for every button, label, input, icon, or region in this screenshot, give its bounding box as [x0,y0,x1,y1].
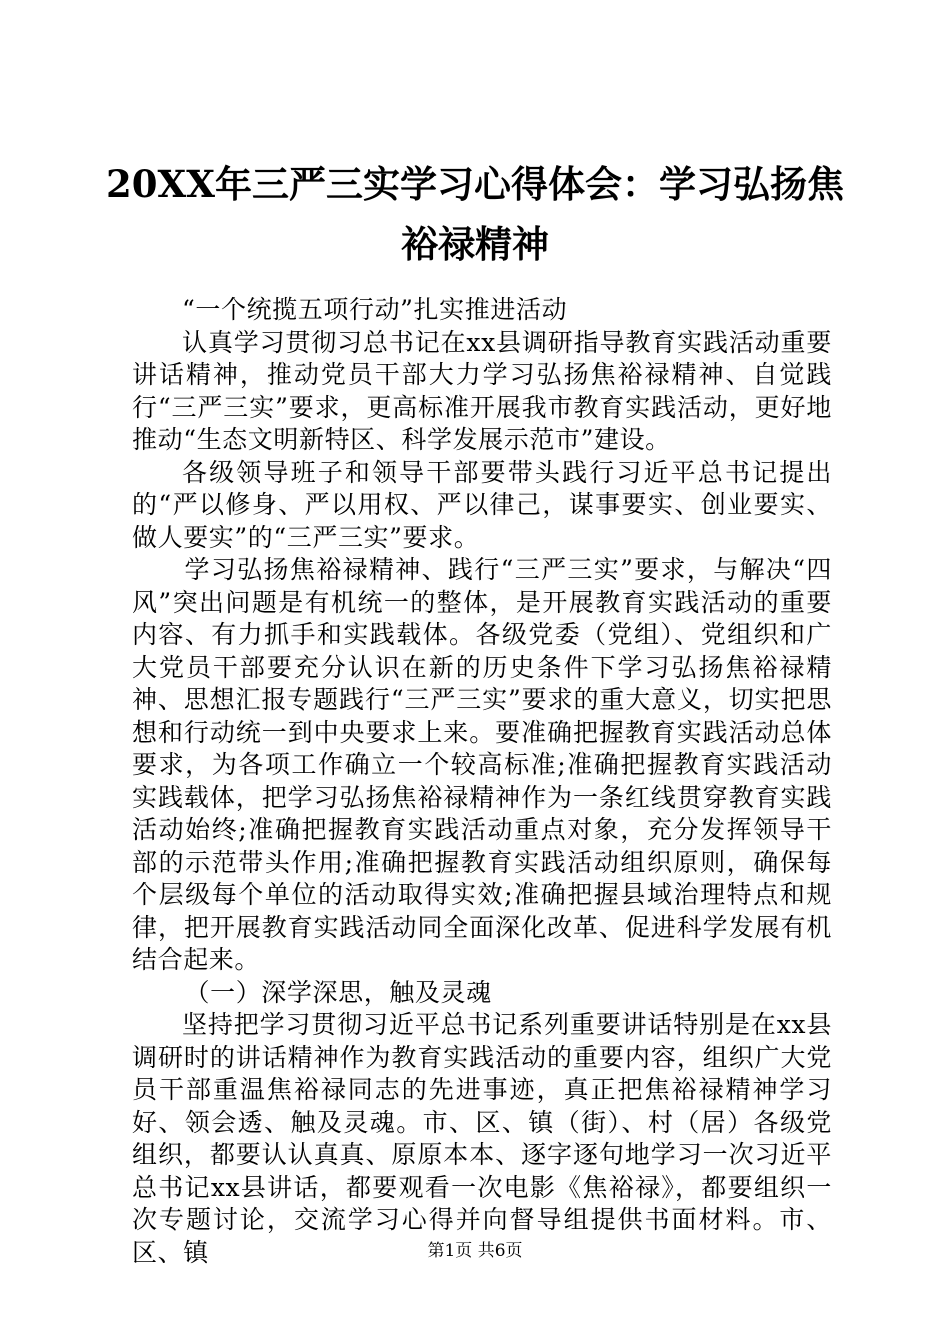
paragraph: 学习弘扬焦裕禄精神、践行“三严三实”要求，与解决“四风”突出问题是有机统一的整体，是开展教育实践活动的重要内容、有力抓手和实践载体。各级党委（党组）、党组织和广大党员干部要充分认识在新的历史条件下学习弘扬焦裕禄精神、思想汇报专题践行“三严三实”要求的重大意义，切实把思想和行动统一到中央要求上来。要准确把握教育实践活动总体要求，为各项工作确立一个较高标准;准确把握教育实践活动实践载体，把学习弘扬焦裕禄精神作为一条红线贯穿教育实践活动始终;准确把握教育实践活动重点对象，充分发挥领导干部的示范带头作用;准确把握教育实践活动组织原则，确保每个层级每个单位的活动取得实效;准确把握县域治理特点和规律，把开展教育实践活动同全面深化改革、促进科学发展有机结合起来。 [132,555,832,974]
paragraph: 坚持把学习贯彻习近平总书记系列重要讲话特别是在xx县调研时的讲话精神作为教育实践活动的重要内容，组织广大党员干部重温焦裕禄同志的先进事迹，真正把焦裕禄精神学习好、领会透、触及灵魂。市、区、镇（街）、村（居）各级党组织，都要认认真真、原原本本、逐字逐句地学习一次习近平总书记xx县讲话，都要观看一次电影《焦裕禄》，都要组织一次专题讨论，交流学习心得并向督导组提供书面材料。市、区、镇 [132,1010,832,1267]
document-title-line-1: 20XX年三严三实学习心得体会：学习弘扬焦 [106,162,844,206]
document-body [132,294,832,1269]
document-title-line-2: 裕禄精神 [401,222,549,266]
paragraph: 认真学习贯彻习总书记在xx县调研指导教育实践活动重要讲话精神，推动党员干部大力学习弘扬焦裕禄精神、自觉践行“三严三实”要求，更高标准开展我市教育实践活动，更好地推动“生态文明新特区、科学发展示范市”建设。 [132,327,832,454]
section-heading: （一）深学深思，触及灵魂 [184,977,492,1007]
paragraph-subtitle: “一个统揽五项行动”扎实推进活动 [182,295,568,324]
page-footer: 第1页 共6页 [427,1241,523,1261]
paragraph: 各级领导班子和领导干部要带头践行习近平总书记提出的“严以修身、严以用权、严以律己，谋事要实、创业要实、做人要实”的“三严三实”要求。 [132,457,832,552]
